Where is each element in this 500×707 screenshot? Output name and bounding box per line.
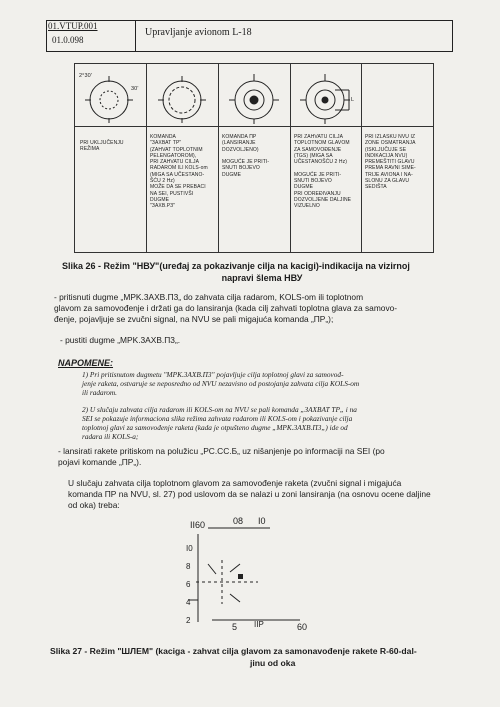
target-marker (238, 574, 243, 579)
paragraph-2: - pustiti dugme „MPK.3AXB.П3„. (60, 335, 181, 345)
range-max-label: II60 (190, 520, 206, 530)
bottom-left-label: 5 (232, 622, 238, 632)
figure-26-caption: Slika 26 - Režim "НВУ"(uređaj za pokazivanje cilja na kacigi)-indikacija na vizirnoj napravi šlema НВУ (62, 261, 410, 283)
note-2: 2) U slučaju zahvata cilja radarom ili KOLS-om na NVU se pali komanda „ЗAXBAT TP„ i na SEI se pokazuje informaciona slika režima zahvata radarom ili KOLS-om i pokazivanje cilja toplotnoj glavi za samovođenje raketa (kada je otpušteno dugme „MPK.3AXB.П3„) ide od radara ili KOLS-a; (82, 405, 357, 441)
range-mid-label: 08 (233, 516, 244, 526)
header-divider (135, 21, 136, 51)
range-mid-label: I0 (258, 516, 266, 526)
nvu-symbols (75, 64, 433, 126)
paragraph-4: U slučaju zahvata cilja toplotnom glavom za samovođenje raketa (zvučni signal i migajuća komanda ПР na NVU, sl. 27) pod uslovom da se nalazi u zoni lansiranja (na osnovu ocene daljine od oka) treba: (68, 478, 431, 510)
mode-label: IIP (254, 620, 264, 629)
doc-revision: 01.0.098 (52, 35, 84, 45)
panel-5-text: PRI IZLASKU NVU IZ ZONE OSMATRANJA (ISKLJUČUJE SE INDIKACIJA NVU) PREMEŠTITI GLAVU PREMA RAVNI SIME- TRIJE AVIONA I NA- SLONU ZA GLAVU SEDIŠTA (365, 134, 416, 191)
paragraph-1: - pritisnuti dugme „MPK.3AXB.П3„ do zahvata cilja radarom, KOLS-om ili toplotnom glavom za samovođenje i držati ga do lansiranja (kada cilj zahvati toplotna glava za samovo- đenje, pojavljuje se zvučni signal, na NVU se pali migajuća komanda „ПР„); (54, 292, 398, 324)
angle-label: 2°30' (79, 73, 92, 79)
panel-3-text: KOMANDA ПР (LANSIRANJE DOZVOLJENO) MOGUĆE JE PRITI- SNUTI BOJEVO DUGME (222, 134, 270, 178)
range-scale: I0 8 6 4 2 (186, 544, 193, 625)
panel-2-text: KOMANDA "ЗАХВАТ ТР" (ZAHVAT TOPLOTNIM PELENGATOROM), PRI ZAHVATU CILJA RADAROM ILI KOLS-om (MIGA SA UČESTANO- ŠĆU 2 Hz) MOŽE DA SE PREBACI NA SEI, PUSTIVŠI DUGME "ЗАХВ.РЗ" (150, 134, 208, 210)
panel-4-text: PRI ZAHVATU CILJA TOPLOTNOM GLAVOM ZA SAMOVOĐENJE (TGS) (MIGA SA UČESTANOŠĆU 2 Hz) MOGUĆE JE PRITI- SNUTI BOJEVO DUGME PRI ODREĐIVANJU DOZVOLJENE DALJINE VIZUELNO (294, 134, 352, 210)
figure-27-display (150, 520, 350, 640)
page-title: Upravljanje avionom L-18 (145, 27, 252, 38)
doc-code: 01.VTUP.001 (48, 21, 98, 31)
paragraph-3: - lansirati rakete pritiskom na polužicu „PC.CC.Б„ uz nišanjenje po informaciji na SEI (po pojavi komande „ПР„). (58, 446, 385, 467)
panel-hdivider (75, 126, 433, 127)
figure-27-caption: Slika 27 - Režim "ШЛЕМ" (kaciga - zahvat cilja glavom za samonavođenje rakete R-60-dal- jinu od oka (50, 646, 417, 668)
note-1: 1) Pri pritisnutom dugmetu "MPK.3AXB.П3" pojavljuje cilja toplotnoj glavi za samovođ- jenje raketa, ostvaruje se neposredno od NVU nezavisno od postojanja zahvata cilja KOLS-om ili radarom. (82, 370, 360, 397)
notes-title: NAPOMENE: (58, 358, 114, 368)
range-label: L (351, 97, 355, 103)
bottom-right-label: 60 (297, 622, 308, 632)
angle-label: 30' (131, 86, 139, 92)
figure-26-panels (74, 63, 434, 253)
panel-1-text: PRI UKLJUČENJU REŽIMA (80, 140, 124, 153)
